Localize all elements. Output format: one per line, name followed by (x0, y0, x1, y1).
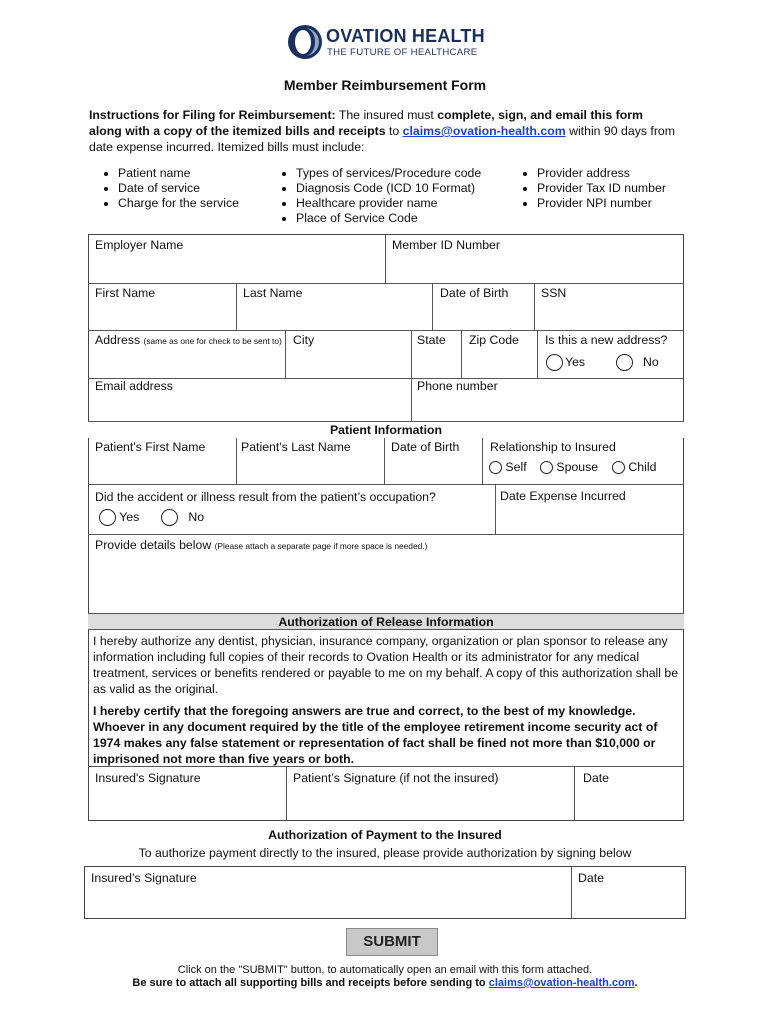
radio-icon[interactable] (489, 461, 502, 474)
form-title: Member Reimbursement Form (283, 77, 487, 93)
list-item: • Healthcare provider name (296, 196, 481, 211)
instructions-lead: Instructions for Filing for Reimbursement: (89, 108, 336, 122)
ovation-logo-icon (286, 22, 326, 62)
list-item: • Types of services/Procedure code (296, 166, 481, 181)
claims-email-link[interactable]: claims@ovation-health.com (402, 124, 566, 138)
new-address-question: Is this a new address? (545, 333, 668, 347)
no-label: No (188, 509, 205, 524)
instructions-text: The insured must (335, 108, 438, 122)
payment-title: Authorization of Payment to the Insured (268, 828, 502, 842)
requirements-list-3 (519, 166, 666, 211)
email-field[interactable]: Email address (95, 379, 173, 393)
details-label: Provide details below (95, 538, 212, 552)
ssn-field[interactable]: SSN (541, 286, 567, 300)
authorization-text: I hereby authorize any dentist, physician, insurance company, organization or plan sponsor to release any information including full copies of their records to Ovation Health or its administrator for any medical treatment, services or benefits rendered or payable to me on my behalf. A copy of this authorization shall be as valid as the original. (93, 634, 679, 696)
footer-period: . (634, 977, 638, 989)
address-field[interactable] (95, 333, 282, 347)
radio-icon[interactable] (612, 461, 625, 474)
state-field[interactable]: State (417, 333, 446, 347)
list-item: • Provider Tax ID number (537, 181, 666, 196)
yes-label: Yes (565, 354, 586, 369)
details-note: (Please attach a separate page if more space is needed.) (214, 541, 428, 551)
last-name-field[interactable]: Last Name (243, 286, 303, 300)
date-incurred-field[interactable]: Date Expense Incurred (500, 489, 626, 503)
zip-field[interactable]: Zip Code (469, 333, 519, 347)
radio-icon[interactable] (546, 354, 563, 371)
radio-icon[interactable] (540, 461, 553, 474)
instructions-bold: complete, sign, and email this form along with a copy of the itemized bills and receipts (89, 108, 643, 138)
footer-text: Be sure to attach all supporting bills and receipts before sending to (132, 977, 489, 989)
radio-icon[interactable] (161, 509, 178, 526)
list-item: • Patient name (118, 166, 239, 181)
relationship-self[interactable] (489, 460, 527, 474)
dob-field[interactable]: Date of Birth (440, 286, 509, 300)
radio-icon[interactable] (99, 509, 116, 526)
list-item: • Provider address (537, 166, 666, 181)
footer-email-link[interactable]: claims@ovation-health.com (488, 977, 635, 989)
brand-name: OVATION HEALTH (326, 26, 485, 46)
details-field[interactable] (95, 538, 427, 552)
new-address-no[interactable] (616, 354, 659, 371)
employer-name-field[interactable]: Employer Name (95, 238, 184, 252)
yes-label: Yes (119, 509, 140, 524)
instructions-text: within 90 days from date expense incurred. Itemized bills must include: (89, 124, 676, 154)
patient-last-name-field[interactable]: Patient's Last Name (241, 440, 351, 454)
patient-dob-field[interactable]: Date of Birth (391, 440, 460, 454)
footer-line-2 (0, 977, 770, 989)
new-address-yes[interactable] (546, 354, 585, 371)
list-item: • Charge for the service (118, 196, 239, 211)
brand-logo (286, 22, 496, 62)
instructions (89, 107, 679, 155)
authorization-header: Authorization of Release Information (88, 613, 684, 630)
payment-date-field[interactable]: Date (578, 871, 604, 885)
first-name-field[interactable]: First Name (95, 286, 156, 300)
patient-info-header: Patient Information (88, 421, 684, 438)
child-label: Child (628, 460, 657, 474)
requirements-list-2 (278, 166, 481, 226)
list-item: • Place of Service Code (296, 211, 481, 226)
list-item: • Date of service (118, 181, 239, 196)
brand-tagline: THE FUTURE OF HEALTHCARE (327, 47, 478, 58)
phone-field[interactable]: Phone number (417, 379, 498, 393)
city-field[interactable]: City (293, 333, 315, 347)
no-label: No (643, 354, 659, 369)
list-item: • Provider NPI number (537, 196, 666, 211)
occupation-question: Did the accident or illness result from the patient’s occupation? (95, 490, 436, 504)
payment-insured-signature-field[interactable]: Insured’s Signature (91, 871, 197, 885)
relationship-label: Relationship to Insured (490, 440, 616, 454)
spouse-label: Spouse (556, 460, 599, 474)
member-id-field[interactable]: Member ID Number (392, 238, 500, 252)
requirements-list-1 (100, 166, 239, 211)
address-note: (same as one for check to be sent to) (143, 336, 282, 346)
relationship-child[interactable] (612, 460, 656, 474)
patient-first-name-field[interactable]: Patient's First Name (95, 440, 206, 454)
address-label: Address (95, 333, 141, 347)
occupation-no[interactable] (161, 509, 204, 526)
list-item: • Diagnosis Code (ICD 10 Format) (296, 181, 481, 196)
relationship-spouse[interactable] (540, 460, 598, 474)
self-label: Self (505, 460, 527, 474)
instructions-text: to (385, 124, 403, 138)
certification-text: I hereby certify that the foregoing answers are true and correct, to the best of my knowledge. Whoever in any document required by the title of the employee retirement income security act of 1974 makes any false statement or representation of fact shall be fined not more than $10,000 or imprisoned not more than five years or both. (93, 704, 658, 766)
signature-date-field[interactable]: Date (583, 771, 609, 785)
payment-subtitle: To authorize payment directly to the insured, please provide authorization by signing below (138, 846, 632, 860)
footer-line-1: Click on the "SUBMIT" button, to automatically open an email with this form attached. (177, 964, 593, 976)
submit-button[interactable]: SUBMIT (346, 928, 438, 956)
patient-signature-field[interactable]: Patient’s Signature (if not the insured) (293, 771, 499, 785)
radio-icon[interactable] (616, 354, 633, 371)
insured-signature-field[interactable]: Insured's Signature (95, 771, 201, 785)
occupation-yes[interactable] (99, 509, 139, 526)
